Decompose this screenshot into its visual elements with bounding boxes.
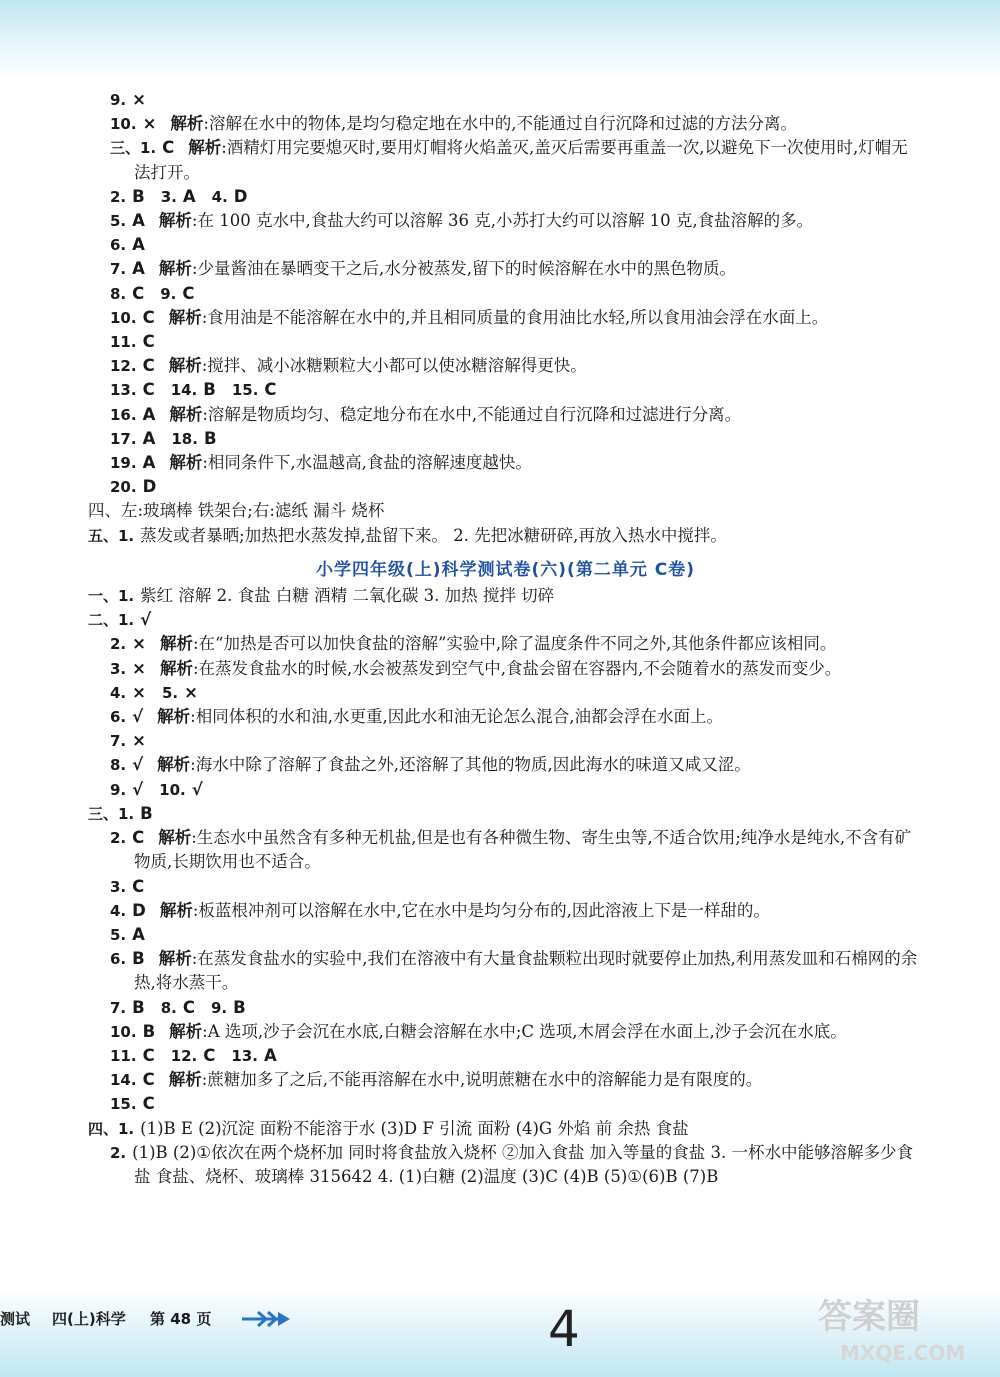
- answer-text: 四、左:玻璃棒 铁架台;右:滤纸 漏斗 烧杯: [88, 501, 385, 521]
- question-number: 11.: [110, 333, 137, 352]
- question-number: 7.: [110, 260, 127, 279]
- explanation-text: :在蒸发食盐水的实验中,我们在溶液中有大量食盐颗粒出现时就要停止加热,利用蒸发皿和石棉网的余热,将水蒸干。: [134, 949, 918, 993]
- answer-line: [88, 185, 923, 209]
- question-number: 15.: [231, 381, 259, 400]
- answer-text: B: [132, 949, 145, 969]
- answer-text: (1)B (2)①依次在两个烧杯加 同时将食盐放入烧杯 ②加入食盐 加入等量的食盐 3. 一杯水中能够溶解多少食盐 食盐、烧杯、玻璃棒 315642 4. (1)白糖 (2)温度 (3)C (4)B (5)①(6)B (7)B: [132, 1142, 914, 1186]
- answer-line: [88, 499, 923, 523]
- explanation-label: 解析: [168, 1070, 202, 1090]
- answer-text: A: [132, 259, 145, 279]
- explanation-text: :少量酱油在暴晒变干之后,水分被蒸发,留下的时候溶解在水中的黑色物质。: [191, 259, 736, 279]
- answer-text: ×: [132, 658, 146, 678]
- answer-text: C: [132, 283, 145, 303]
- question-number: 2.: [110, 635, 127, 654]
- footer-page: 第 48 页: [150, 1310, 212, 1328]
- answer-line: [88, 1141, 923, 1189]
- explanation-label: 解析: [170, 114, 204, 134]
- answer-text: A: [142, 404, 156, 424]
- answer-text: C: [142, 356, 155, 376]
- question-number: 9.: [160, 284, 177, 303]
- answer-text: √: [191, 779, 203, 799]
- explanation-label: 解析: [158, 828, 192, 848]
- answer-line: [88, 257, 923, 281]
- question-number: 8.: [110, 284, 127, 303]
- answer-text: A: [132, 235, 145, 255]
- question-number: 3.: [110, 659, 127, 678]
- question-number: 17.: [110, 429, 137, 448]
- answer-text: C: [132, 876, 145, 896]
- page-footer: [0, 1304, 320, 1334]
- answer-text: 紫红 溶解 2. 食盐 白糖 酒精 二氧化碳 3. 加热 搅拌 切碎: [140, 586, 555, 606]
- question-number: 6.: [110, 950, 127, 969]
- question-number: 三、1.: [88, 804, 135, 823]
- answer-text: D: [233, 186, 248, 206]
- answer-text: C: [142, 1045, 155, 1065]
- section-title: 小学四年级(上)科学测试卷(六)(第二单元 C卷): [315, 559, 695, 580]
- answer-line: [88, 378, 923, 402]
- explanation-text: :海水中除了溶解了食盐之外,还溶解了其他的物质,因此海水的味道又咸又涩。: [190, 755, 751, 775]
- answer-line: [88, 947, 923, 995]
- question-number: 8.: [110, 756, 127, 775]
- explanation-text: :食用油是不能溶解在水中的,并且相同质量的食用油比水轻,所以食用油会浮在水面上。: [201, 307, 829, 327]
- explanation-label: 解析: [168, 356, 202, 376]
- question-number: 4.: [110, 683, 127, 702]
- question-number: 14.: [110, 1071, 137, 1090]
- explanation-label: 解析: [158, 211, 192, 231]
- answer-text: √: [132, 755, 144, 775]
- answer-line: [88, 354, 923, 378]
- answer-text: D: [142, 477, 157, 497]
- answer-text: C: [182, 997, 195, 1017]
- answer-text: A: [142, 428, 156, 448]
- answer-text: √: [140, 610, 152, 630]
- answer-text: ×: [132, 682, 146, 702]
- answer-line: [88, 282, 923, 306]
- footer-label: 测试: [0, 1310, 31, 1328]
- answer-text: 蒸发或者暴晒;加热把水蒸发掉,盐留下来。 2. 先把冰糖研碎,再放入热水中搅拌。: [140, 525, 727, 545]
- explanation-text: :相同条件下,水温越高,食盐的溶解速度越快。: [202, 453, 532, 473]
- question-number: 15.: [110, 1095, 137, 1114]
- answer-text: A: [142, 453, 156, 473]
- answer-text: B: [233, 997, 246, 1017]
- answer-line: [88, 233, 923, 257]
- question-number: 9.: [210, 998, 228, 1017]
- answer-text: C: [142, 380, 155, 400]
- explanation-label: 解析: [157, 707, 191, 727]
- explanation-label: 解析: [169, 404, 203, 424]
- question-number: 5.: [110, 212, 127, 231]
- answer-line: [88, 1068, 923, 1092]
- explanation-text: :溶解是物质均匀、稳定地分布在水中,不能通过自行沉降和过滤进行分离。: [202, 404, 742, 424]
- answer-line: [88, 899, 923, 923]
- explanation-text: :溶解在水中的物体,是均匀稳定地在水中的,不能通过自行沉降和过滤的方法分离。: [203, 114, 797, 134]
- answer-line: [88, 996, 923, 1020]
- answer-line: [88, 632, 923, 656]
- answer-line: [88, 705, 923, 729]
- answer-text: √: [132, 707, 144, 727]
- answer-text: (1)B E (2)沉淀 面粉不能溶于水 (3)D F 引流 面粉 (4)G 外焰 前 余热 食盐: [140, 1118, 689, 1138]
- answer-text: C: [264, 380, 277, 400]
- explanation-label: 解析: [159, 900, 193, 920]
- answer-line: [88, 112, 923, 136]
- answer-line: [88, 584, 923, 608]
- question-number: 12.: [170, 1046, 198, 1065]
- answer-block-part2: [88, 584, 923, 1189]
- answer-line: [88, 802, 923, 826]
- question-number: 12.: [110, 357, 137, 376]
- answer-line: [88, 753, 923, 777]
- answer-content: [88, 88, 923, 1189]
- answer-line: [88, 403, 923, 427]
- question-number: 6.: [110, 708, 127, 727]
- arrow-icon: [240, 1310, 300, 1328]
- explanation-text: :A 选项,沙子会沉在水底,白糖会溶解在水中;C 选项,木屑会浮在水面上,沙子会沉在水底。: [202, 1021, 847, 1041]
- answer-text: ×: [142, 114, 157, 134]
- explanation-label: 解析: [159, 658, 193, 678]
- footer-subject: 四(上)科学: [52, 1310, 126, 1328]
- question-number: 3.: [110, 877, 127, 896]
- answer-text: B: [132, 997, 145, 1017]
- answer-text: C: [162, 138, 175, 158]
- answer-text: B: [203, 428, 217, 448]
- answer-text: C: [132, 828, 145, 848]
- question-number: 三、1.: [110, 139, 157, 158]
- answer-text: A: [132, 211, 145, 231]
- answer-text: ×: [132, 90, 146, 109]
- answer-line: [88, 1044, 923, 1068]
- explanation-text: :生态水中虽然含有多种无机盐,但是也有各种微生物、寄生虫等,不适合饮用;纯净水是纯水,不含有矿物质,长期饮用也不适合。: [134, 828, 912, 872]
- answer-text: A: [132, 924, 145, 944]
- handwritten-page-mark: 4: [548, 1300, 580, 1358]
- answer-text: ×: [132, 634, 146, 654]
- answer-text: B: [132, 186, 145, 206]
- question-number: 16.: [110, 405, 137, 424]
- watermark-logo: [810, 1280, 980, 1370]
- answer-text: C: [142, 1070, 155, 1090]
- question-number: 10.: [159, 780, 186, 799]
- answer-text: B: [142, 1021, 156, 1041]
- question-number: 2.: [110, 187, 127, 206]
- watermark-text: 答案圈: [818, 1297, 920, 1337]
- answer-text: D: [132, 900, 146, 920]
- question-number: 6.: [110, 236, 127, 255]
- answer-text: C: [203, 1045, 216, 1065]
- answer-line: [88, 608, 923, 632]
- answer-text: ×: [184, 682, 198, 702]
- answer-text: B: [203, 380, 216, 400]
- answer-line: [88, 1020, 923, 1044]
- question-number: 10.: [110, 308, 137, 327]
- question-number: 11.: [110, 1046, 137, 1065]
- question-number: 9.: [110, 91, 127, 109]
- question-number: 9.: [110, 780, 127, 799]
- answer-line: [88, 88, 923, 112]
- question-number: 18.: [171, 429, 198, 448]
- answer-line: [88, 729, 923, 753]
- answer-line: [88, 475, 923, 499]
- question-number: 13.: [110, 381, 137, 400]
- answer-line: [88, 1092, 923, 1116]
- question-number: 4.: [211, 187, 228, 206]
- explanation-text: :相同体积的水和油,水更重,因此水和油无论怎么混合,油都会浮在水面上。: [190, 707, 723, 727]
- answer-line: [88, 657, 923, 681]
- answer-text: √: [132, 779, 144, 799]
- explanation-text: :在蒸发食盐水的时候,水会被蒸发到空气中,食盐会留在容器内,不会随着水的蒸发而变少。: [192, 658, 842, 678]
- question-number: 四、1.: [88, 1119, 135, 1138]
- explanation-label: 解析: [159, 634, 193, 654]
- answer-text: C: [142, 307, 155, 327]
- answer-line: [88, 209, 923, 233]
- question-number: 10.: [110, 115, 137, 134]
- explanation-text: :蔗糖加多了之后,不能再溶解在水中,说明蔗糖在水中的溶解能力是有限度的。: [201, 1070, 763, 1090]
- question-number: 五、1.: [88, 526, 135, 545]
- answer-line: [88, 330, 923, 354]
- question-number: 3.: [160, 187, 177, 206]
- answer-text: C: [142, 332, 155, 352]
- answer-line: [88, 451, 923, 475]
- answer-text: B: [140, 803, 153, 823]
- answer-text: A: [263, 1045, 277, 1065]
- question-number: 5.: [161, 683, 179, 702]
- question-number: 7.: [110, 998, 127, 1017]
- answer-line: [88, 681, 923, 705]
- explanation-label: 解析: [169, 1021, 203, 1041]
- question-number: 13.: [231, 1046, 258, 1065]
- answer-line: [88, 136, 923, 184]
- question-number: 10.: [110, 1022, 137, 1041]
- answer-text: A: [182, 186, 196, 206]
- answer-block-part1: [88, 88, 923, 548]
- question-number: 20.: [110, 478, 137, 497]
- question-number: 2.: [110, 1143, 127, 1162]
- answer-text: C: [142, 1094, 155, 1114]
- answer-text: C: [182, 283, 195, 303]
- explanation-label: 解析: [168, 307, 202, 327]
- question-number: 一、1.: [88, 587, 135, 606]
- explanation-text: :酒精灯用完要熄灭时,要用灯帽将火焰盖灭,盖灭后需要再重盖一次,以避免下一次使用时,灯帽无法打开。: [134, 138, 908, 182]
- explanation-text: :在“加热是否可以加快食盐的溶解”实验中,除了温度条件不同之外,其他条件都应该相同。: [192, 634, 837, 654]
- answer-line: [88, 1117, 923, 1141]
- answer-line: [88, 427, 923, 451]
- answer-line: [88, 826, 923, 874]
- question-number: 2.: [110, 829, 127, 848]
- question-number: 5.: [110, 925, 127, 944]
- question-number: 8.: [160, 998, 177, 1017]
- explanation-text: :板蓝根冲剂可以溶解在水中,它在水中是均匀分布的,因此溶液上下是一样甜的。: [192, 900, 770, 920]
- answer-line: [88, 923, 923, 947]
- question-number: 19.: [110, 454, 137, 473]
- answer-line: [88, 306, 923, 330]
- explanation-text: :搅拌、减小冰糖颗粒大小都可以使冰糖溶解得更快。: [201, 356, 587, 376]
- explanation-label: 解析: [169, 453, 203, 473]
- explanation-label: 解析: [188, 138, 222, 158]
- answer-line: [88, 778, 923, 802]
- question-number: 7.: [110, 732, 127, 751]
- answer-text: ×: [132, 731, 146, 751]
- question-number: 二、1.: [88, 611, 135, 630]
- explanation-label: 解析: [157, 755, 191, 775]
- explanation-label: 解析: [158, 259, 192, 279]
- explanation-label: 解析: [158, 949, 192, 969]
- question-number: 14.: [170, 381, 198, 400]
- watermark-url: MXQE.COM: [840, 1341, 966, 1365]
- answer-line: [88, 524, 923, 548]
- explanation-text: :在 100 克水中,食盐大约可以溶解 36 克,小苏打大约可以溶解 10 克,食盐溶解的多。: [191, 211, 814, 231]
- answer-line: [88, 875, 923, 899]
- question-number: 4.: [110, 901, 127, 920]
- top-decor-band: [0, 0, 1000, 80]
